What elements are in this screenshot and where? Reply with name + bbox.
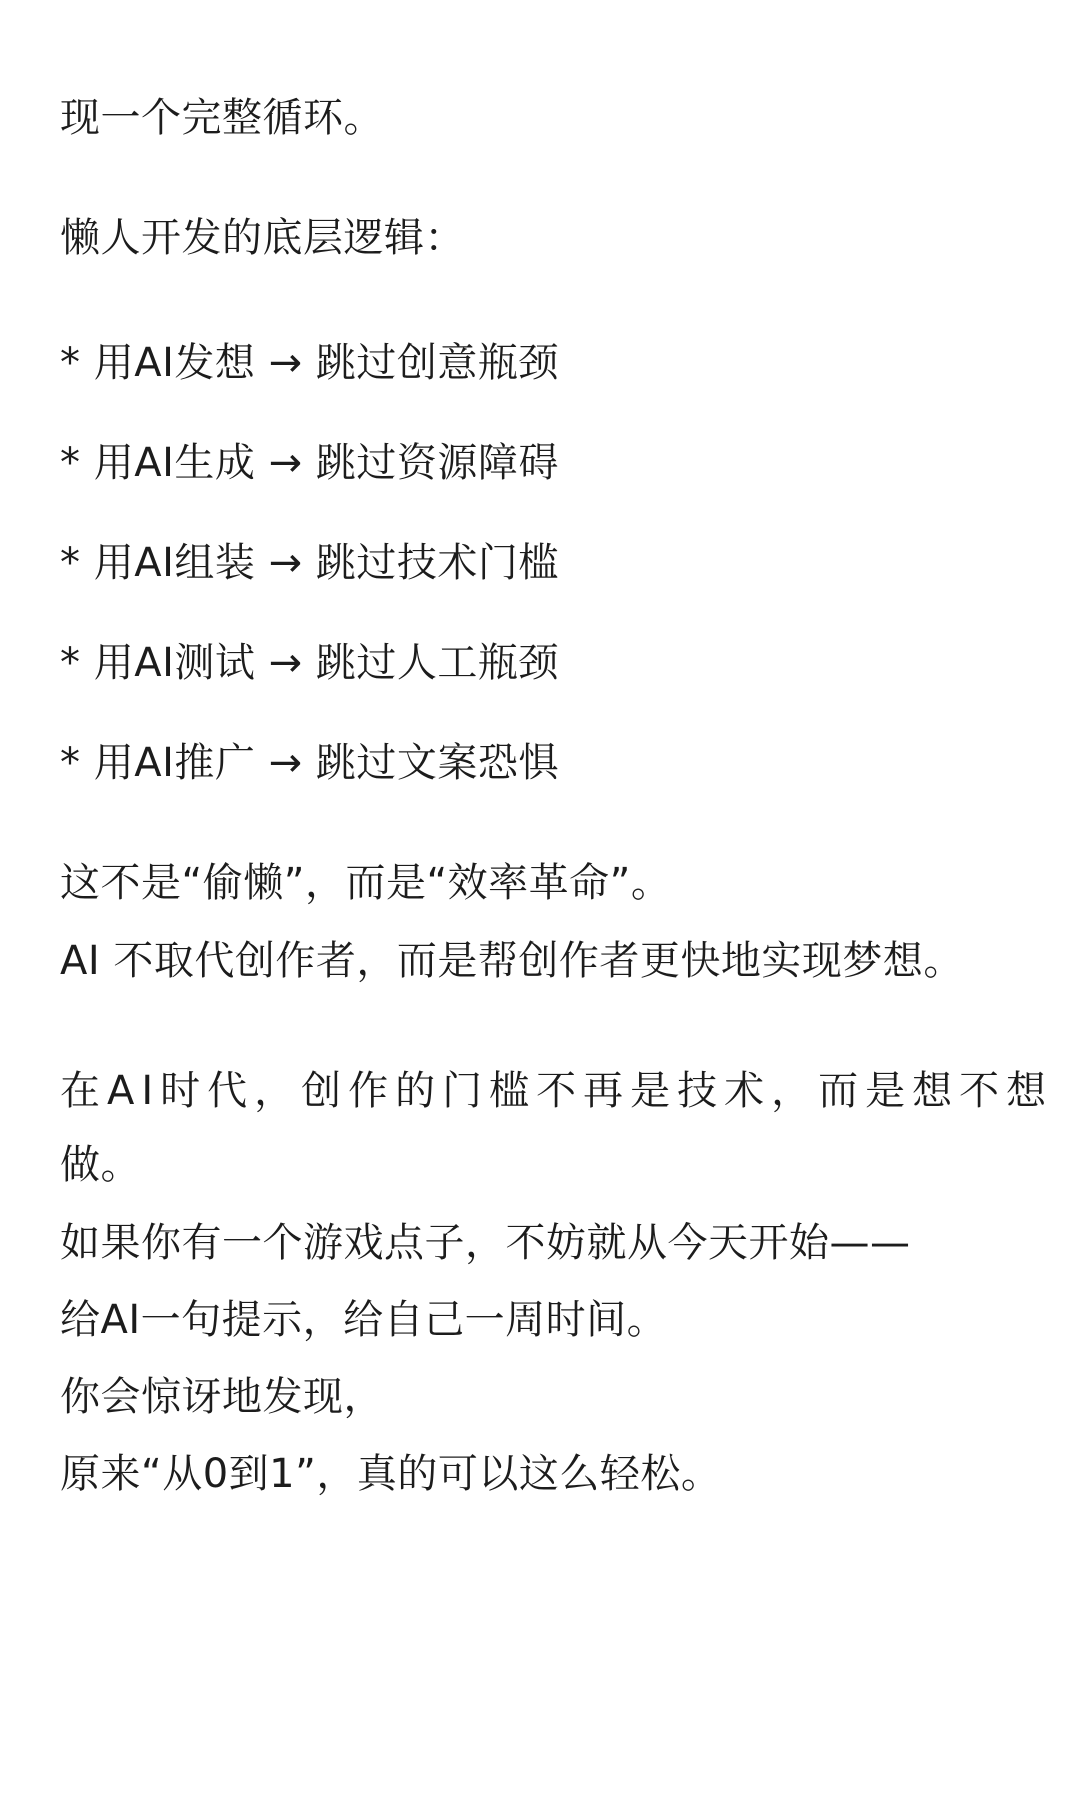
bullet-item: * 用AI测试 → 跳过人工瓶颈 xyxy=(60,640,559,686)
statement-line: 这不是“偷懒”，而是“效率革命”。 xyxy=(60,860,672,906)
section-heading: 懒人开发的底层逻辑： xyxy=(60,215,465,261)
closing-line: 原来“从0到1”，真的可以这么轻松。 xyxy=(60,1451,722,1497)
bullet-item: * 用AI组装 → 跳过技术门槛 xyxy=(60,540,559,586)
closing-line: 在AI时代，创作的门槛不再是技术，而是想不想 xyxy=(60,1068,1054,1114)
bullet-item: * 用AI生成 → 跳过资源障碍 xyxy=(60,440,559,486)
statement-line: AI 不取代创作者，而是帮创作者更快地实现梦想。 xyxy=(60,938,964,984)
closing-line: 做。 xyxy=(60,1142,141,1188)
bullet-item: * 用AI推广 → 跳过文案恐惧 xyxy=(60,740,559,786)
closing-line: 给AI一句提示，给自己一周时间。 xyxy=(60,1297,668,1343)
closing-line: 你会惊讶地发现， xyxy=(60,1374,384,1420)
closing-line: 如果你有一个游戏点子，不妨就从今天开始—— xyxy=(60,1220,911,1266)
bullet-item: * 用AI发想 → 跳过创意瓶颈 xyxy=(60,340,559,386)
intro-line: 现一个完整循环。 xyxy=(60,95,384,141)
